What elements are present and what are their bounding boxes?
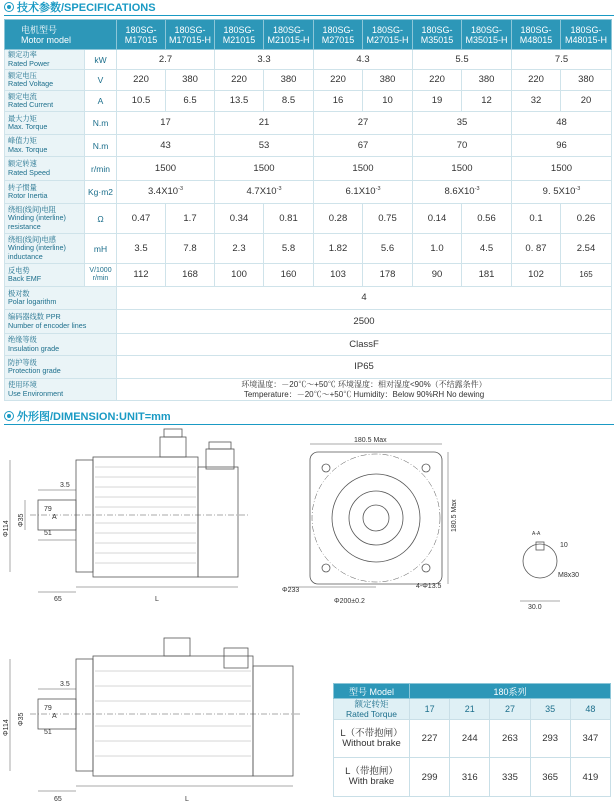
- model-header: 180SG- M17015: [117, 20, 166, 50]
- cell-value: 1500: [512, 157, 612, 181]
- cell-value: 263: [490, 720, 530, 758]
- cell-value: 220: [512, 70, 561, 91]
- cell-value: 48: [570, 699, 610, 720]
- cell-value: 0. 87: [512, 234, 561, 264]
- shaft-circle: [363, 505, 389, 531]
- dim-label-79: 79: [44, 506, 52, 513]
- rated-voltage-row: [5, 70, 612, 91]
- winding-resistance-row: [5, 204, 612, 234]
- cell-value: 12: [462, 91, 512, 112]
- without-brake-row: [334, 720, 611, 758]
- cell-value: 112: [117, 264, 166, 287]
- cell-value: $4.7X10^{-3}$: [215, 181, 314, 204]
- dim-label-L: L: [155, 596, 159, 603]
- power-connector-shape: [160, 437, 186, 457]
- dim-label-3-5: 3.5: [60, 482, 70, 489]
- cell-value: $6.1X10^{-3}$: [314, 181, 413, 204]
- dim-label-d114: Φ114: [3, 520, 10, 537]
- row-label: 最大力矩 Max. Torque: [5, 112, 85, 135]
- cell-value: 1500: [215, 157, 314, 181]
- polar-logarithm-row: [5, 287, 612, 310]
- mounting-hole-shape: [422, 464, 430, 472]
- model-header: 180SG- M17015-H: [166, 20, 215, 50]
- motor-with-brake-side-view-drawing: [0, 626, 300, 809]
- model-header: 型号 Model: [334, 684, 410, 699]
- dim-label-key30: 30.0: [528, 604, 542, 611]
- cell-value: 380: [264, 70, 314, 91]
- cell-value: 67: [314, 135, 413, 157]
- motor-model-header: 电机型号 Motor model: [5, 20, 117, 50]
- mounting-hole-shape: [322, 464, 330, 472]
- cell-value: 380: [166, 70, 215, 91]
- power-connector-shape: [164, 638, 190, 656]
- cell-value: 16: [314, 91, 363, 112]
- encoder-cap-shape: [209, 442, 231, 449]
- cell-value: 3.3: [215, 50, 314, 70]
- cell-value: 1.0: [413, 234, 462, 264]
- row-label: 使用环境 Use Environment: [5, 379, 117, 401]
- row-unit: A: [85, 91, 117, 112]
- row-label: 绕组(线间)电感 Winding (interline) inductance: [5, 234, 85, 264]
- row-label: 防护等级 Protection grade: [5, 356, 117, 379]
- row-label: L（不带抱闸） Without brake: [334, 720, 410, 758]
- cell-value: 1500: [117, 157, 215, 181]
- pcd-circle: [312, 454, 440, 582]
- cell-value: 4.5: [462, 234, 512, 264]
- encoder-connector-shape: [206, 449, 234, 469]
- dim-label-d114: Φ114: [3, 719, 10, 736]
- dimension-title-rule: [4, 424, 614, 425]
- cell-value: $3.4X10^{-3}$: [117, 181, 215, 204]
- cell-value: 90: [413, 264, 462, 287]
- dim-label-51: 51: [44, 530, 52, 537]
- cell-value: 2.7: [117, 50, 215, 70]
- dim-label-79: 79: [44, 705, 52, 712]
- cell-value: 0.75: [363, 204, 413, 234]
- row-label: 极对数 Polar logarithm: [5, 287, 117, 310]
- cell-value: 220: [117, 70, 166, 91]
- dim-label-pcd200: Φ200±0.2: [334, 598, 365, 605]
- section-bullet-icon: [4, 411, 14, 421]
- cell-value: 53: [215, 135, 314, 157]
- rotor-inertia-row: [5, 181, 612, 204]
- keyway-shape: [536, 542, 544, 550]
- cell-value: 21: [215, 112, 314, 135]
- cell-value: 8.5: [264, 91, 314, 112]
- cell-value: 0.81: [264, 204, 314, 234]
- cell-value: 43: [117, 135, 215, 157]
- encoder-lines-row: [5, 310, 612, 334]
- dim-label-3-5: 3.5: [60, 681, 70, 688]
- cell-value: 32: [512, 91, 561, 112]
- cell-value: 3.5: [117, 234, 166, 264]
- model-header: 180SG- M35015-H: [462, 20, 512, 50]
- length-table-header: [334, 684, 611, 699]
- model-header: 180SG- M27015: [314, 20, 363, 50]
- header-row: [5, 20, 612, 50]
- cell-value: 220: [215, 70, 264, 91]
- cell-value: 0.14: [413, 204, 462, 234]
- cell-value: 7.8: [166, 234, 215, 264]
- cell-value: 316: [450, 758, 490, 797]
- cell-value: ClassF: [117, 334, 612, 356]
- model-header: 180SG- M48015-H: [561, 20, 612, 50]
- dim-label-key10: 10: [560, 542, 568, 549]
- cell-value: 10: [363, 91, 413, 112]
- dim-label-51: 51: [44, 729, 52, 736]
- spec-section-title: 技术参数/SPECIFICATIONS: [4, 1, 156, 15]
- row-label: L（带抱闸） With brake: [334, 758, 410, 797]
- flange-front-view-drawing: [268, 432, 458, 612]
- cell-value: 380: [561, 70, 612, 91]
- front-flange-shape: [76, 460, 93, 572]
- body-circle: [332, 474, 420, 562]
- cell-value: 0.56: [462, 204, 512, 234]
- row-label: 峰值力矩 Max. Torque: [5, 135, 85, 157]
- winding-inductance-row: [5, 234, 612, 264]
- cell-value: 0.1: [512, 204, 561, 234]
- dim-label-65: 65: [54, 596, 62, 603]
- cell-value: 0.47: [117, 204, 166, 234]
- cell-value: 5.5: [413, 50, 512, 70]
- cell-value: 5.8: [264, 234, 314, 264]
- row-label: 编码器线数 PPR Number of encoder lines: [5, 310, 117, 334]
- cell-value: $8.6X10^{-3}$: [413, 181, 512, 204]
- model-header: 180SG- M48015: [512, 20, 561, 50]
- cell-value: 102: [512, 264, 561, 287]
- rated-power-row: [5, 50, 612, 70]
- cell-value: 168: [166, 264, 215, 287]
- motor-side-view-drawing: [0, 427, 300, 607]
- insulation-grade-row: [5, 334, 612, 356]
- cell-value: 4: [117, 287, 612, 310]
- cell-value: 103: [314, 264, 363, 287]
- cell-value: 347: [570, 720, 610, 758]
- cell-value: 10.5: [117, 91, 166, 112]
- row-label: 转子惯量 Rotor Inertia: [5, 181, 85, 204]
- dim-label-d35: Φ35: [18, 712, 25, 726]
- cell-value: 0.26: [561, 204, 612, 234]
- cell-value: 17: [410, 699, 450, 720]
- cell-value: 9. $5X10^{-3}$: [512, 181, 612, 204]
- spec-title-rule: [4, 15, 614, 16]
- cell-value: 4.3: [314, 50, 413, 70]
- cell-value: 100: [215, 264, 264, 287]
- model-header: 180SG- M21015-H: [264, 20, 314, 50]
- cell-value: 27: [314, 112, 413, 135]
- dim-label-180-5-v: 180.5 Max: [451, 499, 458, 532]
- dim-label-180-5: 180.5 Max: [354, 437, 387, 444]
- connector-cap-shape: [164, 429, 182, 437]
- cell-value: IP65: [117, 356, 612, 379]
- row-label: 额定电流 Rated Current: [5, 91, 85, 112]
- series-header: 180系列: [410, 684, 611, 699]
- row-label: 额定转矩 Rated Torque: [334, 699, 410, 720]
- mounting-hole-shape: [422, 564, 430, 572]
- cell-value: 13.5: [215, 91, 264, 112]
- row-label: 绕组(线间)电阻 Winding (interline) resistance: [5, 204, 85, 234]
- cell-value: 35: [530, 699, 570, 720]
- cell-value: 160: [264, 264, 314, 287]
- cell-value: 6.5: [166, 91, 215, 112]
- shaft-section-circle: [523, 544, 557, 578]
- dim-label-d35: Φ35: [18, 513, 25, 527]
- row-unit: Ω: [85, 204, 117, 234]
- protection-grade-row: [5, 356, 612, 379]
- flange-shape: [310, 452, 442, 584]
- dimension-section-title: 外形图/DIMENSION:UNIT=mm: [4, 410, 171, 424]
- specifications-table: [4, 19, 612, 401]
- mounting-hole-shape: [322, 564, 330, 572]
- cell-value: 0.34: [215, 204, 264, 234]
- model-header: 180SG- M27015-H: [363, 20, 413, 50]
- encoder-connector-shape: [224, 648, 248, 668]
- row-unit: V/1000 r/min: [85, 264, 117, 287]
- back-emf-row: [5, 264, 612, 287]
- cell-value: 48: [512, 112, 612, 135]
- cell-value: 1.7: [166, 204, 215, 234]
- cell-value: 1.82: [314, 234, 363, 264]
- cell-value: 0.28: [314, 204, 363, 234]
- model-header: 180SG- M21015: [215, 20, 264, 50]
- cell-value: 227: [410, 720, 450, 758]
- row-label: 额定转速 Rated Speed: [5, 157, 85, 181]
- cell-value: 27: [490, 699, 530, 720]
- section-label: A-A: [532, 531, 541, 537]
- shaft-section-drawing: [500, 525, 600, 615]
- cell-value: 1500: [413, 157, 512, 181]
- front-flange-shape: [76, 659, 93, 771]
- cell-value: 181: [462, 264, 512, 287]
- cell-value: 17: [117, 112, 215, 135]
- motor-body-shape: [93, 656, 253, 776]
- row-label: 反电势 Back EMF: [5, 264, 85, 287]
- rated-speed-row: [5, 157, 612, 181]
- row-unit: mH: [85, 234, 117, 264]
- cell-value: 178: [363, 264, 413, 287]
- motor-length-table: [333, 683, 611, 797]
- rated-torque-row: [334, 699, 611, 720]
- cell-value: 220: [314, 70, 363, 91]
- rated-current-row: [5, 91, 612, 112]
- max-torque-row: [5, 112, 612, 135]
- cell-value: 1500: [314, 157, 413, 181]
- cell-value: 96: [512, 135, 612, 157]
- cell-value: 20: [561, 91, 612, 112]
- cell-value: 5.6: [363, 234, 413, 264]
- dim-label-65: 65: [54, 796, 62, 803]
- spigot-circle: [349, 491, 403, 545]
- dim-label-holes: 4-Φ13.5: [416, 583, 442, 590]
- row-unit: V: [85, 70, 117, 91]
- cell-value: 380: [363, 70, 413, 91]
- encoder-housing-shape: [253, 666, 293, 776]
- row-label: 额定电压 Rated Voltage: [5, 70, 85, 91]
- dim-label-L: L: [185, 796, 189, 803]
- cell-value: 419: [570, 758, 610, 797]
- cell-value: 335: [490, 758, 530, 797]
- row-label: 绝缘等级 Insulation grade: [5, 334, 117, 356]
- cell-value: 19: [413, 91, 462, 112]
- section-label: A: [52, 713, 57, 720]
- cell-value: 2500: [117, 310, 612, 334]
- cell-value: 70: [413, 135, 512, 157]
- use-environment-row: [5, 379, 612, 401]
- dim-label-pcd233: Φ233: [282, 587, 300, 594]
- model-header: 180SG- M35015: [413, 20, 462, 50]
- cell-value: 220: [413, 70, 462, 91]
- cell-value: 2.3: [215, 234, 264, 264]
- cell-value: 2.54: [561, 234, 612, 264]
- row-unit: N.m: [85, 135, 117, 157]
- cell-value: 244: [450, 720, 490, 758]
- row-unit: N.m: [85, 112, 117, 135]
- cell-value: 293: [530, 720, 570, 758]
- section-label: A: [52, 514, 57, 521]
- row-unit: r/min: [85, 157, 117, 181]
- encoder-housing-shape: [198, 467, 238, 577]
- cell-value: 380: [462, 70, 512, 91]
- cell-value: 165: [561, 264, 612, 287]
- cell-value: 7.5: [512, 50, 612, 70]
- cell-value: 21: [450, 699, 490, 720]
- row-label: 额定功率 Rated Power: [5, 50, 85, 70]
- cell-value: 365: [530, 758, 570, 797]
- motor-body-shape: [93, 457, 198, 577]
- row-unit: Kg·m2: [85, 181, 117, 204]
- cell-value: 299: [410, 758, 450, 797]
- with-brake-row: [334, 758, 611, 797]
- row-unit: kW: [85, 50, 117, 70]
- dim-label-m8: M8x30: [558, 572, 580, 579]
- cell-value: 35: [413, 112, 512, 135]
- cell-value: 环境温度：－20℃～+50℃ 环境湿度：相对湿度<90%（不结露条件） Temperature：－20℃～+50℃ Humidity：Below 90%RH No dewing: [117, 379, 612, 401]
- peak-torque-row: [5, 135, 612, 157]
- section-bullet-icon: [4, 2, 14, 12]
